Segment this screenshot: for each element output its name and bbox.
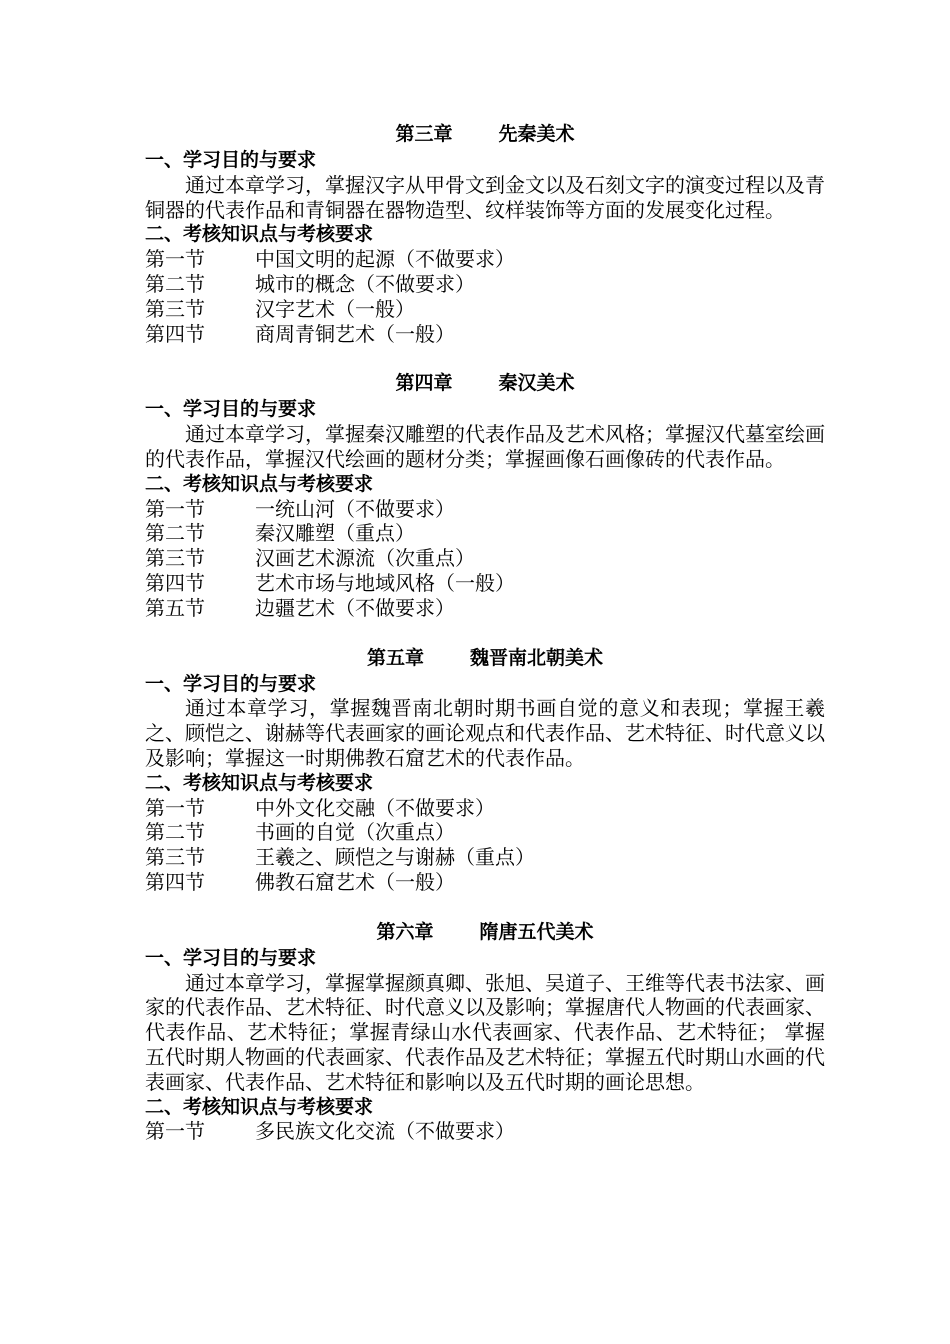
objective-paragraph: 通过本章学习，掌握秦汉雕塑的代表作品及艺术风格；掌握汉代墓室绘画的代表作品，掌握汉代绘画的题材分类；掌握画像石画像砖的代表作品。 (145, 422, 825, 471)
chapter-number: 第六章 (376, 920, 434, 943)
section-item (145, 322, 825, 347)
chapter-name: 魏晋南北朝美术 (470, 646, 604, 669)
chapter-number: 第四章 (395, 372, 453, 395)
objective-heading: 一、学习目的与要求 (145, 149, 317, 171)
document-content (145, 120, 825, 1144)
section-number: 第三节 (145, 296, 205, 321)
chapter-block (145, 120, 825, 346)
section-title: 多民族文化交流（不做要求） (255, 1119, 515, 1144)
section-item (145, 247, 825, 272)
section-item (145, 571, 825, 596)
section-number: 第五节 (145, 595, 205, 620)
section-item (145, 870, 825, 895)
chapter-title (145, 918, 825, 946)
objective-heading: 一、学习目的与要求 (145, 398, 317, 421)
section-title: 书画的自觉（次重点） (255, 820, 455, 845)
section-number: 第二节 (145, 820, 205, 845)
section-number: 第一节 (145, 1119, 205, 1144)
section-number: 第二节 (145, 521, 205, 546)
section-title: 艺术市场与地域风格（一般） (255, 570, 515, 595)
section-title: 中国文明的起源（不做要求） (255, 247, 515, 272)
section-item (145, 272, 825, 297)
points-heading: 二、考核知识点与考核要求 (145, 771, 374, 794)
section-number: 第三节 (145, 546, 205, 571)
points-heading: 二、考核知识点与考核要求 (145, 472, 374, 495)
section-number: 第一节 (145, 795, 205, 820)
objective-paragraph: 通过本章学习，掌握汉字从甲骨文到金文以及石刻文字的演变过程以及青铜器的代表作品和青铜器在器物造型、纹样装饰等方面的发展变化过程。 (145, 172, 825, 222)
section-title: 一统山河（不做要求） (255, 496, 455, 521)
chapter-block (145, 369, 825, 620)
chapter-number: 第五章 (366, 646, 424, 669)
section-item (145, 521, 825, 546)
section-title: 商周青铜艺术（一般） (255, 321, 455, 346)
objective-paragraph: 通过本章学习，掌握掌握颜真卿、张旭、吴道子、王维等代表书法家、画家的代表作品、艺术特征、时代意义以及影响；掌握唐代人物画的代表画家、代表作品、艺术特征；掌握青绿山水代表画家、代表作品、艺术特征； 掌握五代时期人物画的代表画家、代表作品及艺术特征；掌握五代时期山水画的代表画家、代表作品、艺术特征和影响以及五代时期的画论思想。 (145, 970, 825, 1094)
section-title: 城市的概念（不做要求） (255, 271, 475, 296)
section-item (145, 596, 825, 621)
objective-heading: 一、学习目的与要求 (145, 672, 317, 695)
section-item (145, 820, 825, 845)
section-number: 第二节 (145, 271, 205, 296)
objective-heading: 一、学习目的与要求 (145, 946, 317, 969)
chapter-title (145, 120, 825, 148)
section-number: 第三节 (145, 845, 205, 870)
chapter-title (145, 369, 825, 397)
section-title: 中外文化交融（不做要求） (255, 795, 495, 820)
section-item (145, 497, 825, 522)
section-item (145, 796, 825, 821)
chapter-name: 隋唐五代美术 (479, 920, 594, 943)
section-number: 第四节 (145, 321, 205, 346)
chapter-number: 第三章 (395, 123, 453, 145)
chapter-block (145, 918, 825, 1144)
section-item (145, 1119, 825, 1144)
section-item (145, 546, 825, 571)
section-title: 汉画艺术源流（次重点） (255, 546, 475, 571)
chapter-name: 秦汉美术 (498, 372, 575, 395)
chapter-name: 先秦美术 (498, 123, 575, 145)
objective-paragraph: 通过本章学习，掌握魏晋南北朝时期书画自觉的意义和表现；掌握王羲之、顾恺之、谢赫等代表画家的画论观点和代表作品、艺术特征、时代意义以及影响；掌握这一时期佛教石窟艺术的代表作品。 (145, 696, 825, 770)
section-title: 王羲之、顾恺之与谢赫（重点） (255, 845, 535, 870)
section-title: 佛教石窟艺术（一般） (255, 869, 455, 894)
section-number: 第四节 (145, 570, 205, 595)
section-item (145, 845, 825, 870)
points-heading: 二、考核知识点与考核要求 (145, 1095, 374, 1118)
section-item (145, 297, 825, 322)
section-title: 秦汉雕塑（重点） (255, 521, 415, 546)
chapter-block (145, 644, 825, 895)
section-number: 第一节 (145, 496, 205, 521)
section-title: 汉字艺术（一般） (255, 296, 415, 321)
section-number: 第四节 (145, 869, 205, 894)
chapter-title (145, 644, 825, 672)
points-heading: 二、考核知识点与考核要求 (145, 223, 374, 246)
section-number: 第一节 (145, 247, 205, 272)
section-title: 边疆艺术（不做要求） (255, 595, 455, 620)
